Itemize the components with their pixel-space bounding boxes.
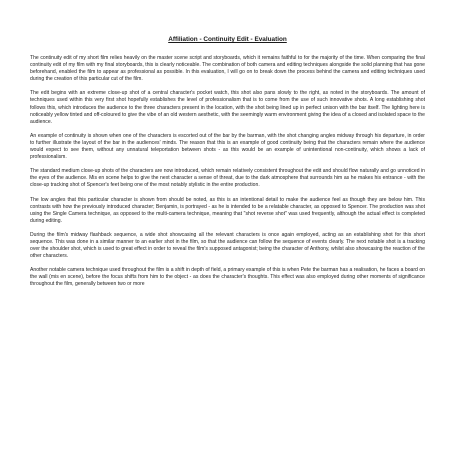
- document-title: Affiliation - Continuity Edit - Evaluation: [168, 36, 287, 43]
- document-page: [30, 36, 425, 453]
- paragraph-continuity-example: An example of continuity is shown when one of the characters is escorted out of the bar by the barman, with the shot changing angles midway through his departure, in order to further illustrate the layout of the bar in the audiences' minds. The reason that this is an example of good continuity being that the characters remain where the audience would expect to see them, without any unnatural teleportation between shots - as this would be an example of unintentional non-continuity, which shows a lack of professionalism.: [30, 132, 425, 161]
- paragraph-depth-of-field: Another notable camera technique used throughout the film is a shift in depth of field, a primary example of this is when Pete the barman has a realisation, he faces a board on the wall (mis en scene), before the focus shifts from him to the object - as does the character's thoughts. This effect was also employed during other moments of significance throughout the film, generally between two or more: [30, 267, 425, 288]
- paragraph-flashback: During the film's midway flashback sequence, a wide shot showcasing all the relevant characters is once again employed, acting as an establishing shot for this short sequence. This was done in a similar manner to an earlier shot in the film, so that the audience can follow the sequence of events clearly. The next notable shot is a tracking over the shoulder shot, which is used to great effect in order to reveal the film's supposed antagonist; being the character of Anthony, whilst also showcasing the reaction of the other characters.: [30, 231, 425, 260]
- paragraph-intro: The continuity edit of my short film relies heavily on the master scene script and storyboards, which it remains faithful to for the majority of the time. When comparing the final continuity edit of my film with my final storyboards, this is clearly noticeable. The combination of both camera and editing techniques alongside the solid planning that has gone beforehand, enabled the film to appear as professional as possible. In this evaluation, I will go on to break down the process behind the camera and editing techniques used during the creation of this particular cut of the film.: [30, 55, 425, 83]
- paragraph-opening-shot: The edit begins with an extreme close-up shot of a central character's pocket watch, this shot also pans slowly to the right, as noted in the storyboards. The amount of techniques used within this very first shot hopefully establishes the level of professionalism that is to come from the use of such innovative shots. A long establishing shot follows this, which introduces the audience to the three characters present in the location, with the shot being lined up in perfect unison with the bar itself. The lighting here is noticeably yellow tinted and off-coloured to give the vibe of an old western aesthetic, with the seemingly warm environment giving the idea of a closed and isolated space to the audience.: [30, 90, 425, 125]
- paragraph-close-up-shots: The standard medium close-up shots of the characters are now introduced, which remain relatively consistent throughout the edit and should flow naturally and go unnoticed in the eyes of the audience. Mis en scene helps to give the next character a sense of threat, due to the dark atmosphere that surrounds him as he makes his entrance - with the close-up tracking shot of Spencer's feet being one of the most notably stylistic in the entire production.: [30, 168, 425, 189]
- paragraph-low-angles: The low angles that this particular character is shown from should be noted, as this is an intentional detail to make the audience feel as though they are below him. This contrasts with how the previously introduced character; Benjamin, is portrayed - as he is intended to be a relatable character, as opposed to Spencer. The production was shot using the Single Camera technique, as opposed to the multi-camera technique, meaning that "shot reverse shot" was used frequently, although the actual effect is completed during editing.: [30, 196, 425, 224]
